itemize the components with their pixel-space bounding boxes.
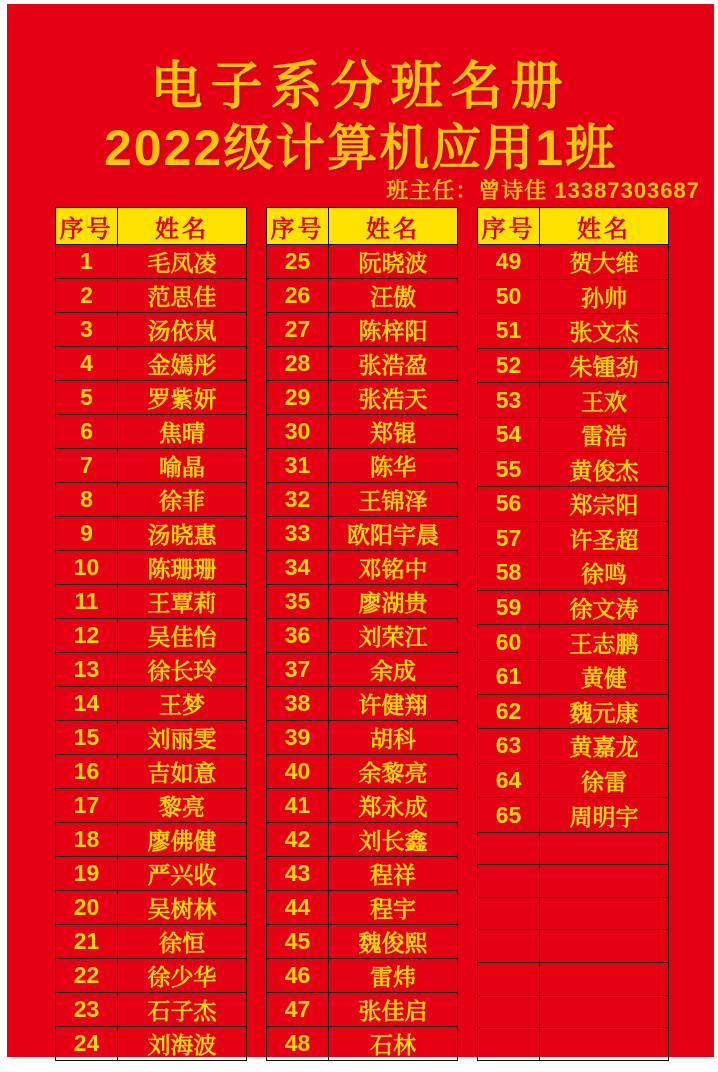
table-row — [56, 823, 247, 857]
no-cell: 27 — [267, 313, 329, 347]
no-cell: 14 — [56, 687, 118, 721]
name-cell: 朱锺劲 — [540, 348, 669, 383]
name-cell: 王覃莉 — [118, 585, 247, 619]
table-row — [56, 381, 247, 415]
table-row — [267, 959, 458, 993]
table-row — [478, 556, 669, 591]
no-cell — [478, 832, 540, 865]
no-cell: 29 — [267, 381, 329, 415]
roster-table-1 — [55, 207, 247, 1061]
table-row — [56, 653, 247, 687]
name-cell: 徐长玲 — [118, 653, 247, 687]
header-no: 序号 — [267, 208, 329, 245]
no-cell: 3 — [56, 313, 118, 347]
table-row — [478, 995, 669, 1028]
table-row — [478, 417, 669, 452]
table-row — [478, 625, 669, 660]
header-no: 序号 — [478, 208, 540, 245]
table-row — [267, 993, 458, 1027]
table-row — [478, 521, 669, 556]
table-row — [56, 925, 247, 959]
no-cell: 28 — [267, 347, 329, 381]
table-row — [56, 789, 247, 823]
table-row — [267, 415, 458, 449]
name-cell — [540, 1028, 669, 1061]
table-row — [56, 313, 247, 347]
name-cell: 徐菲 — [118, 483, 247, 517]
no-cell: 42 — [267, 823, 329, 857]
no-cell — [478, 995, 540, 1028]
no-cell: 12 — [56, 619, 118, 653]
name-cell: 贺大维 — [540, 245, 669, 280]
no-cell: 5 — [56, 381, 118, 415]
name-cell: 余成 — [329, 653, 458, 687]
header-name: 姓名 — [329, 208, 458, 245]
no-cell: 50 — [478, 279, 540, 314]
table-row — [267, 483, 458, 517]
no-cell: 57 — [478, 521, 540, 556]
name-cell: 刘海波 — [118, 1027, 247, 1061]
name-cell: 许圣超 — [540, 521, 669, 556]
no-cell: 39 — [267, 721, 329, 755]
name-cell: 黎亮 — [118, 789, 247, 823]
name-cell: 张文杰 — [540, 314, 669, 349]
table-row — [267, 891, 458, 925]
name-cell: 黄健 — [540, 659, 669, 694]
table-row — [478, 897, 669, 930]
name-cell: 徐少华 — [118, 959, 247, 993]
table-row — [478, 348, 669, 383]
table-row — [56, 517, 247, 551]
table-row — [56, 857, 247, 891]
no-cell: 64 — [478, 763, 540, 798]
name-cell: 雷炜 — [329, 959, 458, 993]
header-row — [267, 208, 458, 245]
table-row — [478, 452, 669, 487]
no-cell: 56 — [478, 487, 540, 522]
no-cell: 40 — [267, 755, 329, 789]
table-row — [267, 823, 458, 857]
no-cell: 65 — [478, 798, 540, 833]
name-cell: 石林 — [329, 1027, 458, 1061]
no-cell: 54 — [478, 417, 540, 452]
table-row — [56, 721, 247, 755]
table-row — [56, 347, 247, 381]
no-cell: 35 — [267, 585, 329, 619]
name-cell: 欧阳宇晨 — [329, 517, 458, 551]
name-cell: 张浩天 — [329, 381, 458, 415]
name-cell: 徐雷 — [540, 763, 669, 798]
no-cell — [478, 930, 540, 963]
table-row — [267, 449, 458, 483]
no-cell: 55 — [478, 452, 540, 487]
no-cell: 44 — [267, 891, 329, 925]
no-cell: 9 — [56, 517, 118, 551]
no-cell: 37 — [267, 653, 329, 687]
name-cell: 魏俊熙 — [329, 925, 458, 959]
table-row — [478, 659, 669, 694]
header-name: 姓名 — [540, 208, 669, 245]
table-row — [56, 755, 247, 789]
name-cell — [540, 963, 669, 996]
no-cell: 24 — [56, 1027, 118, 1061]
table-row — [267, 857, 458, 891]
no-cell: 19 — [56, 857, 118, 891]
table-row — [478, 729, 669, 764]
name-cell: 张佳启 — [329, 993, 458, 1027]
no-cell: 60 — [478, 625, 540, 660]
name-cell: 周明宇 — [540, 798, 669, 833]
no-cell: 51 — [478, 314, 540, 349]
table-row — [267, 347, 458, 381]
table-row — [478, 865, 669, 898]
no-cell — [478, 963, 540, 996]
no-cell: 11 — [56, 585, 118, 619]
table-row — [267, 551, 458, 585]
no-cell: 58 — [478, 556, 540, 591]
name-cell: 郑锟 — [329, 415, 458, 449]
name-cell: 刘荣江 — [329, 619, 458, 653]
no-cell: 31 — [267, 449, 329, 483]
name-cell: 陈梓阳 — [329, 313, 458, 347]
poster-title: 电子系分班名册 — [150, 58, 571, 116]
name-cell: 吴树林 — [118, 891, 247, 925]
no-cell: 17 — [56, 789, 118, 823]
roster-tables — [55, 207, 669, 1061]
poster-subtitle: 2022级计算机应用1班 — [103, 120, 618, 176]
name-cell: 廖湖贵 — [329, 585, 458, 619]
name-cell: 张浩盈 — [329, 347, 458, 381]
no-cell: 36 — [267, 619, 329, 653]
no-cell: 7 — [56, 449, 118, 483]
name-cell: 王梦 — [118, 687, 247, 721]
table-row — [267, 789, 458, 823]
table-row — [267, 585, 458, 619]
no-cell: 38 — [267, 687, 329, 721]
table-row — [478, 245, 669, 280]
name-cell: 程宇 — [329, 891, 458, 925]
table-row — [478, 487, 669, 522]
no-cell: 63 — [478, 729, 540, 764]
name-cell: 陈珊珊 — [118, 551, 247, 585]
no-cell: 1 — [56, 245, 118, 279]
no-cell: 26 — [267, 279, 329, 313]
name-cell: 廖佛健 — [118, 823, 247, 857]
name-cell — [540, 832, 669, 865]
table-row — [478, 798, 669, 833]
name-cell: 严兴收 — [118, 857, 247, 891]
table-row — [56, 687, 247, 721]
name-cell: 喻晶 — [118, 449, 247, 483]
no-cell: 16 — [56, 755, 118, 789]
name-cell: 徐文涛 — [540, 590, 669, 625]
name-cell: 汤依岚 — [118, 313, 247, 347]
table-row — [56, 245, 247, 279]
no-cell: 53 — [478, 383, 540, 418]
table-row — [267, 381, 458, 415]
table-row — [267, 925, 458, 959]
no-cell: 4 — [56, 347, 118, 381]
no-cell: 62 — [478, 694, 540, 729]
header-name: 姓名 — [118, 208, 247, 245]
header-row — [56, 208, 247, 245]
table-row — [56, 483, 247, 517]
name-cell: 王志鹏 — [540, 625, 669, 660]
no-cell: 47 — [267, 993, 329, 1027]
table-row — [56, 415, 247, 449]
table-row — [478, 694, 669, 729]
name-cell: 余黎亮 — [329, 755, 458, 789]
name-cell: 王欢 — [540, 383, 669, 418]
no-cell: 61 — [478, 659, 540, 694]
name-cell — [540, 995, 669, 1028]
table-row — [56, 619, 247, 653]
name-cell: 吴佳怡 — [118, 619, 247, 653]
no-cell: 30 — [267, 415, 329, 449]
table-row — [267, 517, 458, 551]
roster-table-3 — [477, 207, 669, 1061]
no-cell: 22 — [56, 959, 118, 993]
no-cell: 46 — [267, 959, 329, 993]
no-cell: 13 — [56, 653, 118, 687]
table-row — [478, 279, 669, 314]
no-cell: 43 — [267, 857, 329, 891]
table-row — [478, 590, 669, 625]
name-cell: 邓铭中 — [329, 551, 458, 585]
no-cell: 2 — [56, 279, 118, 313]
no-cell: 23 — [56, 993, 118, 1027]
no-cell: 41 — [267, 789, 329, 823]
name-cell: 刘长鑫 — [329, 823, 458, 857]
table-row — [267, 687, 458, 721]
no-cell: 8 — [56, 483, 118, 517]
table-row — [478, 963, 669, 996]
no-cell — [478, 897, 540, 930]
no-cell: 25 — [267, 245, 329, 279]
name-cell: 孙帅 — [540, 279, 669, 314]
name-cell: 魏元康 — [540, 694, 669, 729]
table-row — [56, 993, 247, 1027]
name-cell — [540, 865, 669, 898]
no-cell: 18 — [56, 823, 118, 857]
no-cell — [478, 865, 540, 898]
no-cell: 49 — [478, 245, 540, 280]
name-cell: 吉如意 — [118, 755, 247, 789]
name-cell: 黄俊杰 — [540, 452, 669, 487]
no-cell: 33 — [267, 517, 329, 551]
table-row — [56, 279, 247, 313]
name-cell: 胡科 — [329, 721, 458, 755]
no-cell: 59 — [478, 590, 540, 625]
table-row — [478, 314, 669, 349]
table-row — [267, 313, 458, 347]
table-row — [56, 1027, 247, 1061]
name-cell: 王锦泽 — [329, 483, 458, 517]
name-cell: 黄嘉龙 — [540, 729, 669, 764]
no-cell: 48 — [267, 1027, 329, 1061]
name-cell: 程祥 — [329, 857, 458, 891]
name-cell: 陈华 — [329, 449, 458, 483]
table-row — [56, 891, 247, 925]
name-cell — [540, 897, 669, 930]
name-cell — [540, 930, 669, 963]
table-row — [267, 279, 458, 313]
name-cell: 刘丽雯 — [118, 721, 247, 755]
no-cell: 52 — [478, 348, 540, 383]
table-row — [56, 585, 247, 619]
no-cell: 20 — [56, 891, 118, 925]
no-cell: 21 — [56, 925, 118, 959]
table-row — [56, 449, 247, 483]
name-cell: 范思佳 — [118, 279, 247, 313]
teacher-contact-line: 班主任：曾诗佳 13387303687 — [386, 178, 700, 203]
header-no: 序号 — [56, 208, 118, 245]
table-row — [478, 930, 669, 963]
table-row — [56, 551, 247, 585]
no-cell — [478, 1028, 540, 1061]
name-cell: 焦晴 — [118, 415, 247, 449]
name-cell: 罗紫妍 — [118, 381, 247, 415]
table-row — [56, 959, 247, 993]
table-row — [478, 763, 669, 798]
name-cell: 汪傲 — [329, 279, 458, 313]
roster-table-2 — [266, 207, 458, 1061]
table-row — [267, 1027, 458, 1061]
name-cell: 郑永成 — [329, 789, 458, 823]
name-cell: 汤晓惠 — [118, 517, 247, 551]
table-row — [267, 755, 458, 789]
table-row — [267, 619, 458, 653]
header-row — [478, 208, 669, 245]
no-cell: 34 — [267, 551, 329, 585]
no-cell: 45 — [267, 925, 329, 959]
table-row — [267, 245, 458, 279]
name-cell: 金嫣彤 — [118, 347, 247, 381]
name-cell: 徐鸣 — [540, 556, 669, 591]
name-cell: 徐恒 — [118, 925, 247, 959]
name-cell: 石子杰 — [118, 993, 247, 1027]
no-cell: 32 — [267, 483, 329, 517]
name-cell: 许健翔 — [329, 687, 458, 721]
name-cell: 毛凤凌 — [118, 245, 247, 279]
table-row — [267, 653, 458, 687]
no-cell: 6 — [56, 415, 118, 449]
table-row — [267, 721, 458, 755]
name-cell: 阮晓波 — [329, 245, 458, 279]
no-cell: 10 — [56, 551, 118, 585]
table-row — [478, 832, 669, 865]
poster-background — [7, 4, 714, 1057]
name-cell: 郑宗阳 — [540, 487, 669, 522]
table-row — [478, 1028, 669, 1061]
table-row — [478, 383, 669, 418]
no-cell: 15 — [56, 721, 118, 755]
name-cell: 雷浩 — [540, 417, 669, 452]
